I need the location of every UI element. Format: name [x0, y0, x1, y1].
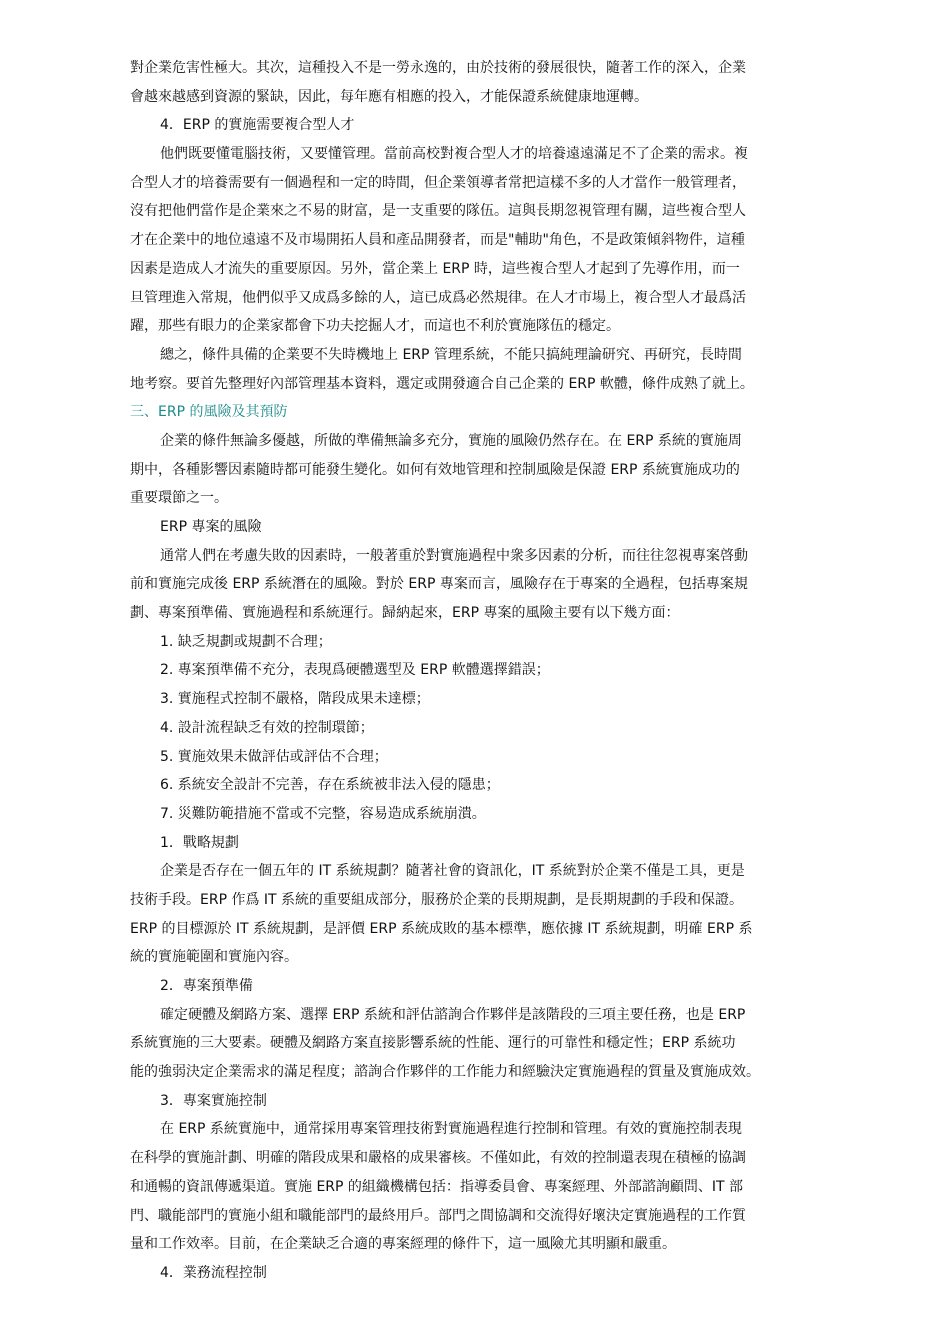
text-line: 劃、專案預準備、實施過程和系統運行。歸納起來，ERP 專案的風險主要有以下幾方面： — [130, 605, 680, 622]
text-line: 和通暢的資訊傳遞渠道。實施 ERP 的組織機構包括：指導委員會、專案經理、外部諮詢顧問、IT 部 — [130, 1178, 744, 1195]
text-line: 5. 實施效果未做評估或評估不合理； — [160, 748, 388, 765]
text-line: 1．戰略規劃 — [160, 834, 239, 851]
text-line: 技術手段。ERP 作爲 IT 系統的重要組成部分，服務於企業的長期規劃，是長期規劃的手段和保證。 — [130, 891, 744, 908]
text-line: 4．業務流程控制 — [160, 1264, 267, 1281]
text-line: 1. 缺乏規劃或規劃不合理； — [160, 633, 332, 650]
text-line: 期中，各種影響因素隨時都可能發生變化。如何有效地管理和控制風險是保證 ERP 系統實施成功的 — [130, 461, 740, 478]
document-page — [130, 54, 842, 1288]
text-line: 總之，條件具備的企業要不失時機地上 ERP 管理系統，不能只搞純理論研究、再研究，長時間 — [160, 346, 742, 363]
text-line: 4. 設計流程缺乏有效的控制環節； — [160, 719, 374, 736]
text-line: 3. 實施程式控制不嚴格，階段成果未達標； — [160, 691, 430, 708]
section-heading: 三、ERP 的風險及其預防 — [130, 404, 288, 421]
text-line: 在 ERP 系統實施中，通常採用專案管理技術對實施過程進行控制和管理。有效的實施控制表現 — [160, 1121, 742, 1138]
text-line: 重要環節之一。 — [130, 490, 228, 507]
text-line: 才在企業中的地位遠遠不及市場開拓人員和產品開發者，而是"輔助"角色，不是政策傾斜物件，這種 — [130, 232, 745, 249]
text-line: 沒有把他們當作是企業來之不易的財富，是一支重要的隊伍。這與長期忽視管理有關，這些複合型人 — [130, 203, 746, 220]
text-line: 對企業危害性極大。其次，這種投入不是一勞永逸的，由於技術的發展很快，隨著工作的深入，企業 — [130, 60, 746, 76]
text-line: 前和實施完成後 ERP 系統潛在的風險。對於 ERP 專案而言，風險存在于專案的全過程，包括專案規 — [130, 576, 748, 593]
text-line: 能的強弱決定企業需求的滿足程度；諮詢合作夥伴的工作能力和經驗決定實施過程的質量及實施成效。 — [130, 1064, 760, 1081]
text-line: 3．專案實施控制 — [160, 1092, 267, 1109]
text-line: 4．ERP 的實施需要複合型人才 — [160, 117, 355, 134]
text-line: 躍，那些有眼力的企業家都會下功夫挖掘人才，而這也不利於實施隊伍的穩定。 — [130, 318, 620, 335]
text-line: 2. 專案預準備不充分，表現爲硬體選型及 ERP 軟體選擇錯誤； — [160, 662, 550, 679]
text-line: 確定硬體及網路方案、選擇 ERP 系統和評估諮詢合作夥伴是該階段的三項主要任務，也是 ERP — [160, 1006, 746, 1023]
text-line: 因素是造成人才流失的重要原因。另外，當企業上 ERP 時，這些複合型人才起到了先導作用，而一 — [130, 260, 740, 277]
text-line: 通常人們在考慮失敗的因素時，一般著重於對實施過程中衆多因素的分析，而往往忽視專案啓動 — [160, 547, 748, 564]
text-line: 合型人才的培養需要有一個過程和一定的時間，但企業領導者常把這樣不多的人才當作一般管理者， — [130, 174, 746, 191]
text-line: 地考察。要首先整理好內部管理基本資料，選定或開發適合自己企業的 ERP 軟體，條件成熟了就上。 — [130, 375, 754, 392]
text-line: 量和工作效率。目前，在企業缺乏合適的專案經理的條件下，這一風險尤其明顯和嚴重。 — [130, 1236, 676, 1253]
text-line: 系統實施的三大要素。硬體及網路方案直接影響系統的性能、運行的可靠性和穩定性；ERP 系統功 — [130, 1035, 736, 1052]
text-line: 2．專案預準備 — [160, 978, 253, 994]
text-line: 企業的條件無論多優越，所做的準備無論多充分，實施的風險仍然存在。在 ERP 系統的實施周 — [160, 432, 742, 449]
text-line: 在科學的實施計劃、明確的階段成果和嚴格的成果審核。不僅如此，有效的控制還表現在積極的協調 — [130, 1150, 746, 1167]
text-line: 統的實施範圍和實施內容。 — [130, 949, 298, 966]
text-line: ERP 專案的風險 — [160, 519, 262, 535]
text-line: 6. 系統安全設計不完善，存在系統被非法入侵的隱患； — [160, 777, 500, 794]
text-line: 旦管理進入常規，他們似乎又成爲多餘的人，這已成爲必然規律。在人才市場上，複合型人才最爲活 — [130, 289, 746, 306]
text-line: 企業是否存在一個五年的 IT 系統規劃？隨著社會的資訊化，IT 系統對於企業不僅是工具，更是 — [160, 863, 745, 880]
text-line: 會越來越感到資源的緊缺，因此，每年應有相應的投入，才能保證系統健康地運轉。 — [130, 88, 648, 105]
text-line: 他們既要懂電腦技術，又要懂管理。當前高校對複合型人才的培養遠遠滿足不了企業的需求。複 — [160, 146, 748, 163]
text-line: ERP 的目標源於 IT 系統規劃，是評價 ERP 系統成敗的基本標準，應依據 IT 系統規劃，明確 ERP 系 — [130, 920, 753, 937]
text-line: 7. 災難防範措施不當或不完整，容易造成系統崩潰。 — [160, 805, 486, 822]
text-line: 門、職能部門的實施小組和職能部門的最終用戶。部門之間協調和交流得好壞決定實施過程的工作質 — [130, 1207, 746, 1224]
